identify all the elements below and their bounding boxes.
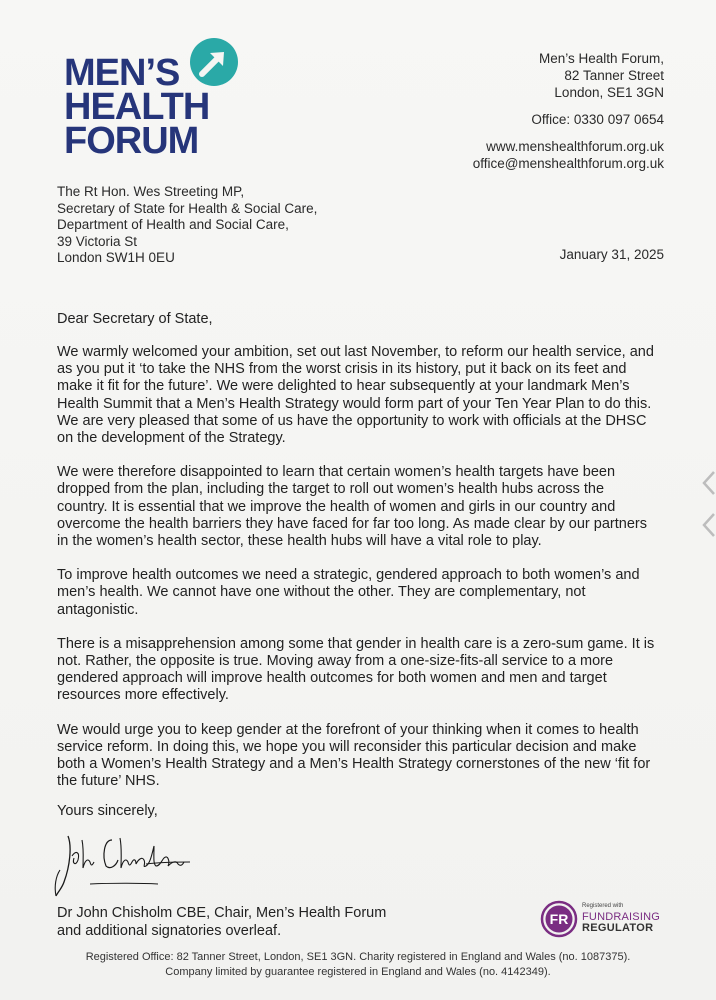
sender-address	[473, 50, 664, 172]
recipient-address	[57, 184, 317, 267]
recipient-line-5: London SW1H 0EU	[57, 250, 175, 265]
logo-line-2: HEALTH	[64, 86, 210, 128]
address-line-2: 82 Tanner Street	[564, 68, 664, 83]
paragraph-2: We were therefore disappointed to learn that certain women’s health targets have been dropped from the plan, including the target to roll out women’s health hubs across the country. It is essential that we improve the health of women and girls in our country and overcome the health barriers they have faced for far too long. As made clear by our partners in the women’s health sector, these health hubs will have a vital role to play.	[57, 464, 647, 550]
regulator-text	[582, 901, 660, 934]
paragraph-4: There is a misapprehension among some that gender in health care is a zero-sum game. It is not. Rather, the opposite is true. Moving away from a one-size-fits-all service to a more gendered approach will improve health outcomes for both women and men and target resources more effectively.	[57, 635, 655, 704]
regulator-line-2: REGULATOR	[582, 922, 654, 934]
footer-line-2: Company limited by guarantee registered in England and Wales (no. 4142349).	[165, 966, 551, 978]
chevron-left-icon[interactable]	[700, 470, 716, 496]
recipient-line-1: The Rt Hon. Wes Streeting MP,	[57, 184, 245, 199]
signer-line-1: Dr John Chisholm CBE, Chair, Men’s Health Forum	[57, 905, 387, 921]
email-link[interactable]: office@menshealthforum.org.uk	[472, 156, 664, 171]
recipient-line-4: 39 Victoria St	[57, 233, 138, 249]
salutation: Dear Secretary of State,	[57, 311, 213, 327]
chevron-left-icon[interactable]	[700, 512, 716, 538]
letter-body	[57, 344, 657, 807]
website-link[interactable]: www.menshealthforum.org.uk	[486, 139, 664, 154]
mens-health-forum-logo	[60, 36, 260, 166]
signer-line-2: and additional signatories overleaf.	[57, 922, 282, 939]
recipient-line-3: Department of Health and Social Care,	[57, 217, 289, 232]
registered-office-footer	[0, 950, 716, 980]
logo-line-1: MEN’S	[64, 52, 180, 94]
fr-badge-icon	[540, 900, 578, 938]
address-line-3: London, SE1 3GN	[554, 85, 664, 100]
closing: Yours sincerely,	[57, 803, 158, 819]
paragraph-5: We would urge you to keep gender at the forefront of your thinking when it comes to health service reform. In doing this, we hope you will reconsider this particular decision and make both a Women’s Health Strategy and a Men’s Health Strategy cornerstones of the new ‘fit for the future’ NHS.	[57, 721, 651, 790]
regulator-line-1: FUNDRAISING	[582, 911, 660, 923]
logo-wordmark	[64, 52, 210, 162]
fr-badge-text: FR	[549, 911, 569, 927]
recipient-line-2: Secretary of State for Health & Social Care,	[57, 200, 318, 216]
handwritten-signature	[50, 826, 200, 900]
regulator-small: Registered with	[582, 903, 624, 909]
logo-line-3: FORUM	[64, 120, 199, 162]
paragraph-1: We warmly welcomed your ambition, set out last November, to reform our health service, and as you put it ‘to take the NHS from the worst crisis in its history, put it back on its feet and make it fit for the future’. We were delighted to hear subsequently at your landmark Men’s Health Summit that a Men’s Health Strategy would form part of your Ten Year Plan to do this. We are very pleased that some of us have the opportunity to work with officials at the DHSC on the development of the Strategy.	[57, 344, 654, 447]
letter-date: January 31, 2025	[559, 247, 664, 262]
office-phone: Office: 0330 097 0654	[531, 112, 664, 127]
fundraising-regulator-badge	[540, 897, 670, 941]
address-line-1: Men’s Health Forum,	[538, 51, 664, 66]
signer-block	[57, 905, 386, 940]
footer-line-1: Registered Office: 82 Tanner Street, London, SE1 3GN. Charity registered in England and Wales (no. 1087375).	[85, 951, 631, 963]
paragraph-3: To improve health outcomes we need a strategic, gendered approach to both women’s and men’s health. We cannot have one without the other. They are complementary, not antagonistic.	[57, 567, 640, 618]
